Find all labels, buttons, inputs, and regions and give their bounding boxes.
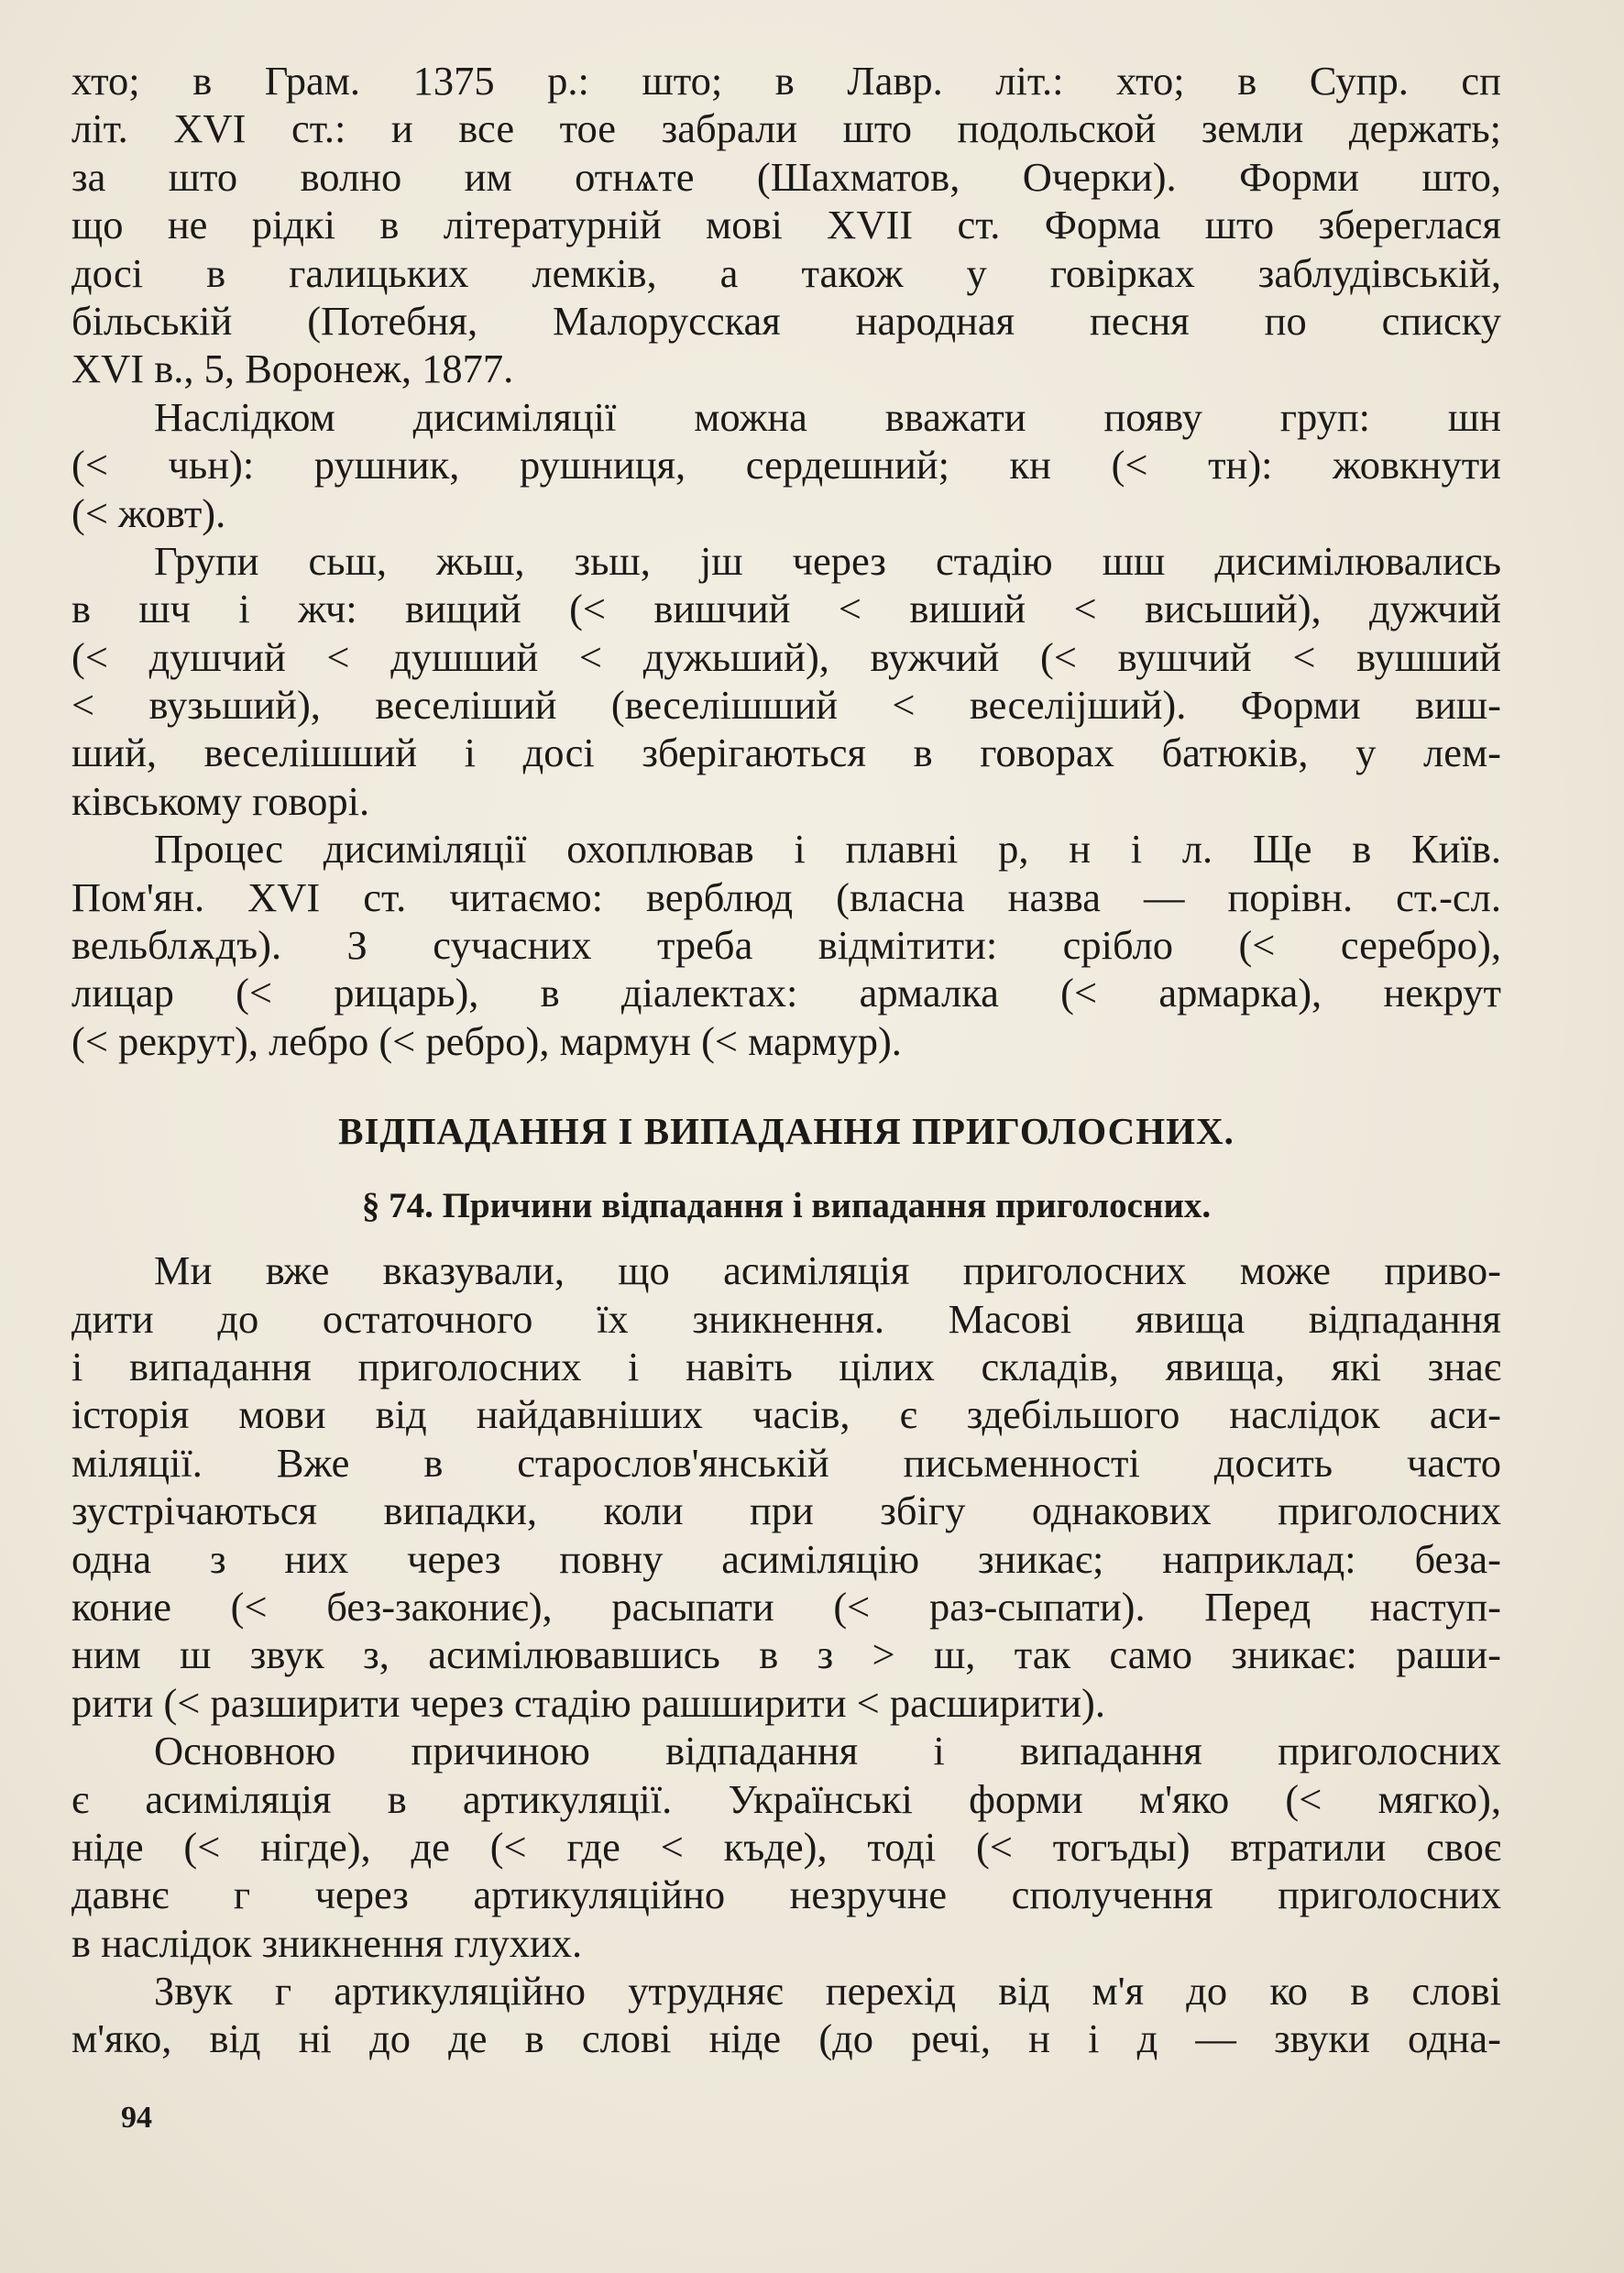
text-line: зустрічаються випадки, коли при збігу однакових приголосних	[71, 1488, 1501, 1534]
page-number: 94	[121, 2101, 152, 2135]
text-line: (< чьн): рушник, рушниця, сердешний; кн (< тн): жовкнути	[71, 442, 1501, 489]
text-line: хто; в Грам. 1375 р.: што; в Лавр. літ.: хто; в Супр. сп	[71, 58, 1501, 104]
text-line: коние (< без-закониє), расыпати (< раз-сыпати). Перед наступ-	[71, 1583, 1501, 1630]
text-line: ший, веселішший і досі зберігаються в говорах батюків, у лем-	[71, 730, 1501, 776]
text-line: досі в галицьких лемків, а також у говірках заблудівській,	[71, 249, 1501, 296]
text-line: дити до остаточного їх зникнення. Масові явища відпадання	[71, 1295, 1501, 1342]
text-line: м'яко, від ні до де в слові ніде (до речі, н і д — звуки одна-	[71, 2015, 1501, 2062]
text-line: ніде (< нігде), де (< где < къде), тоді (< тогъды) втратили своє	[71, 1823, 1501, 1870]
text-line: міляції. Вже в старослов'янській письменності досить часто	[71, 1439, 1501, 1486]
text-before-heading	[71, 57, 1501, 1065]
text-line: і випадання приголосних і навіть цілих складів, явища, які знає	[71, 1343, 1501, 1389]
text-after-heading	[71, 1246, 1501, 2063]
text-line: давнє г через артикуляційно незручне сполучення приголосних	[71, 1872, 1501, 1918]
text-line: лицар (< рицарь), в діалектах: армалка (< армарка), некрут	[71, 970, 1501, 1016]
text-line: Пом'ян. XVI ст. читаємо: верблюд (власна назва — порівн. ст.-сл.	[71, 873, 1501, 920]
text-line: одна з них через повну асиміляцію зникає; наприклад: беза-	[71, 1535, 1501, 1582]
text-line: Групи сьш, жьш, зьш, јш через стадію шш дисимілювались	[154, 537, 1501, 584]
text-line: < вузьший), веселіший (веселішший < веселіјший). Форми виш-	[71, 682, 1501, 729]
text-line: вельблѫдъ). З сучасних треба відмітити: срібло (< серебро),	[71, 922, 1501, 969]
text-line: що не рідкі в літературній мові XVII ст. Форма што збереглася	[71, 202, 1501, 248]
text-line: XVI в., 5, Воронеж, 1877.	[71, 346, 514, 392]
text-line: є асиміляція в артикуляції. Українські форми м'яко (< мягко),	[71, 1775, 1501, 1822]
paragraph-heading: § 74. Причини відпадання і випадання приголосних.	[361, 1186, 1212, 1226]
text-line: ним ш звук з, асимілювавшись в з > ш, так само зникає: раши-	[71, 1631, 1501, 1678]
text-line: більській (Потебня, Малорусская народная песня по списку	[71, 297, 1501, 344]
text-line: Звук г артикуляційно утрудняє перехід від м'я до ко в слові	[154, 1968, 1501, 2015]
text-line: в шч і жч: вищий (< вишчий < виший < висьший), дужчий	[71, 586, 1501, 632]
text-line: Процес дисиміляції охоплював і плавні р, н і л. Ще в Київ.	[154, 826, 1501, 873]
text-line: Основною причиною відпадання і випадання приголосних	[154, 1728, 1501, 1774]
text-line: Наслідком дисиміляції можна вважати появу груп: шн	[154, 393, 1501, 440]
text-line: літ. XVI ст.: и все тое забрали што подольской земли держать;	[71, 105, 1501, 152]
text-line: (< рекрут), лебро (< ребро), мармун (< мармур).	[71, 1017, 902, 1064]
text-line: рити (< разширити через стадію рашширити < расширити).	[71, 1679, 1105, 1726]
text-line: (< жовт).	[71, 489, 226, 536]
text-line: історія мови від найдавніших часів, є здебільшого наслідок аси-	[71, 1391, 1501, 1438]
text-line: в наслідок зникнення глухих.	[71, 1919, 583, 1966]
text-line: Ми вже вказували, що асиміляція приголосних може приво-	[154, 1247, 1501, 1294]
page-content	[71, 57, 1501, 2063]
text-line: за што волно им отнѧте (Шахматов, Очерки). Форми што,	[71, 153, 1501, 200]
text-line: (< душчий < душший < дужьший), вужчий (< вушчий < вушший	[71, 633, 1501, 680]
text-line: ківському говорі.	[71, 777, 370, 824]
section-heading: ВІДПАДАННЯ І ВИПАДАННЯ ПРИГОЛОСНИХ.	[338, 1110, 1234, 1153]
